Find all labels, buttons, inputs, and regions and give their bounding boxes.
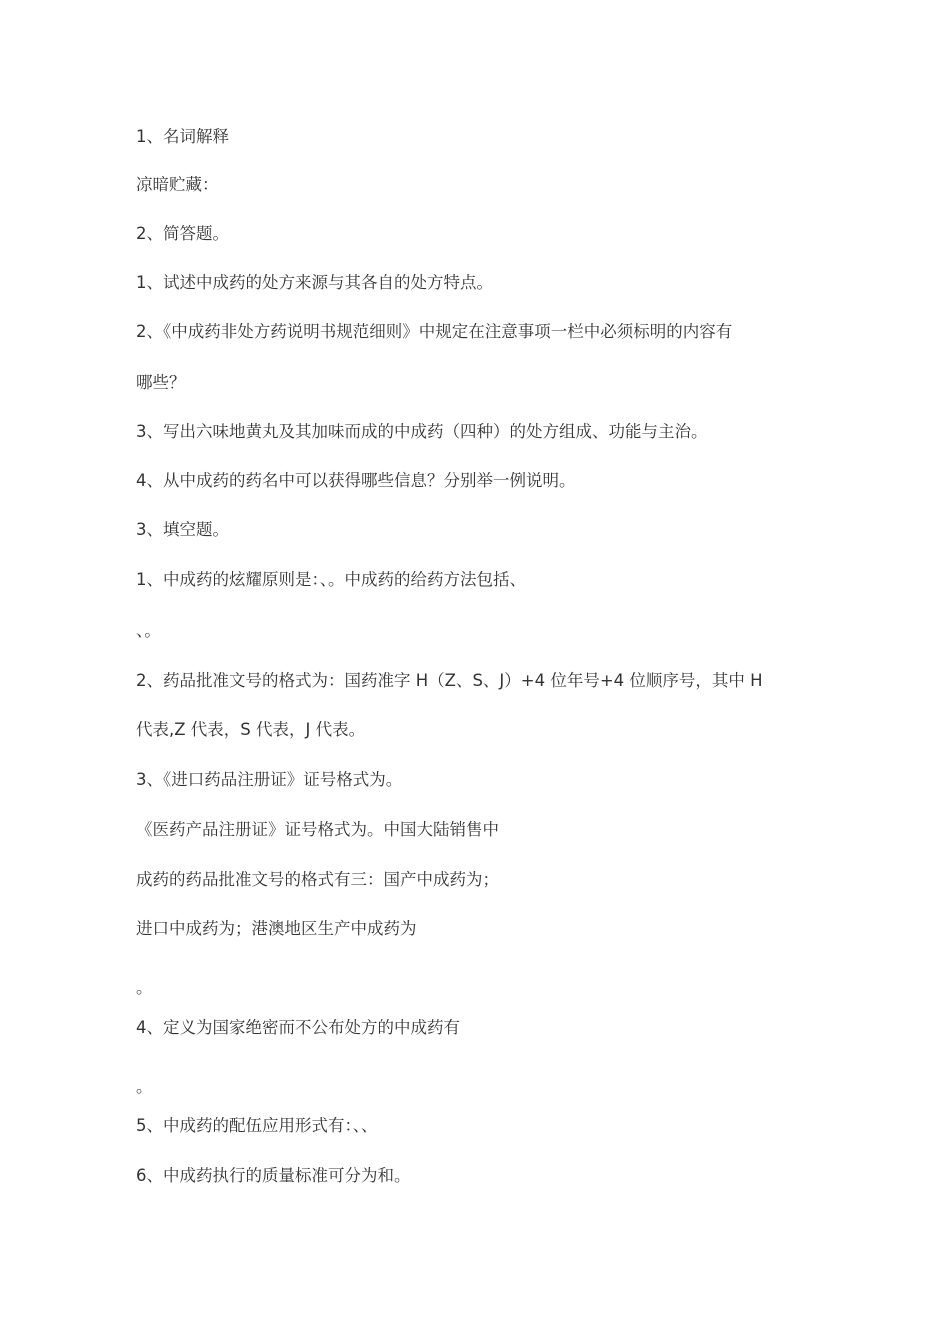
question-line: 5、中成药的配伍应用形式有：、、	[136, 1116, 378, 1135]
question-line: 2、药品批准文号的格式为：国药准字 H（Z、S、J）+4 位年号+4 位顺序号，其中 H	[136, 671, 763, 690]
question-line-continued: 哪些？	[136, 373, 186, 392]
question-line: 4、从中成药的药名中可以获得哪些信息？分别举一例说明。	[136, 471, 576, 490]
question-line: 4、定义为国家绝密而不公布处方的中成药有	[136, 1018, 460, 1037]
question-line-continued: 进口中成药为；港澳地区生产中成药为	[136, 919, 417, 938]
question-line: 1、中成药的炫耀原则是：、。中成药的给药方法包括、	[136, 570, 526, 589]
question-line-continued: 成药的药品批准文号的格式有三：国产中成药为；	[136, 870, 499, 889]
question-line-continued: 。	[136, 1077, 153, 1096]
question-line-continued: 、。	[136, 621, 161, 640]
section-heading-fill-in: 3、填空题。	[136, 520, 229, 539]
question-line: 3、《进口药品注册证》证号格式为。	[136, 770, 403, 789]
question-line-continued: 。	[136, 978, 153, 997]
section-heading-short-answer: 2、简答题。	[136, 224, 229, 243]
question-line: 6、中成药执行的质量标准可分为和。	[136, 1166, 411, 1185]
question-line: 3、写出六味地黄丸及其加味而成的中成药（四种）的处方组成、功能与主治。	[136, 422, 708, 441]
question-line-continued: 《医药产品注册证》证号格式为。中国大陆销售中	[136, 820, 499, 839]
term-item: 凉暗贮藏：	[136, 175, 219, 194]
section-heading-definitions: 1、名词解释	[136, 127, 229, 146]
question-line: 2、《中成药非处方药说明书规范细则》中规定在注意事项一栏中必须标明的内容有	[136, 322, 733, 341]
question-line-continued: 代表,Z 代表，S 代表，J 代表。	[136, 720, 366, 739]
question-line: 1、试述中成药的处方来源与其各自的处方特点。	[136, 273, 493, 292]
